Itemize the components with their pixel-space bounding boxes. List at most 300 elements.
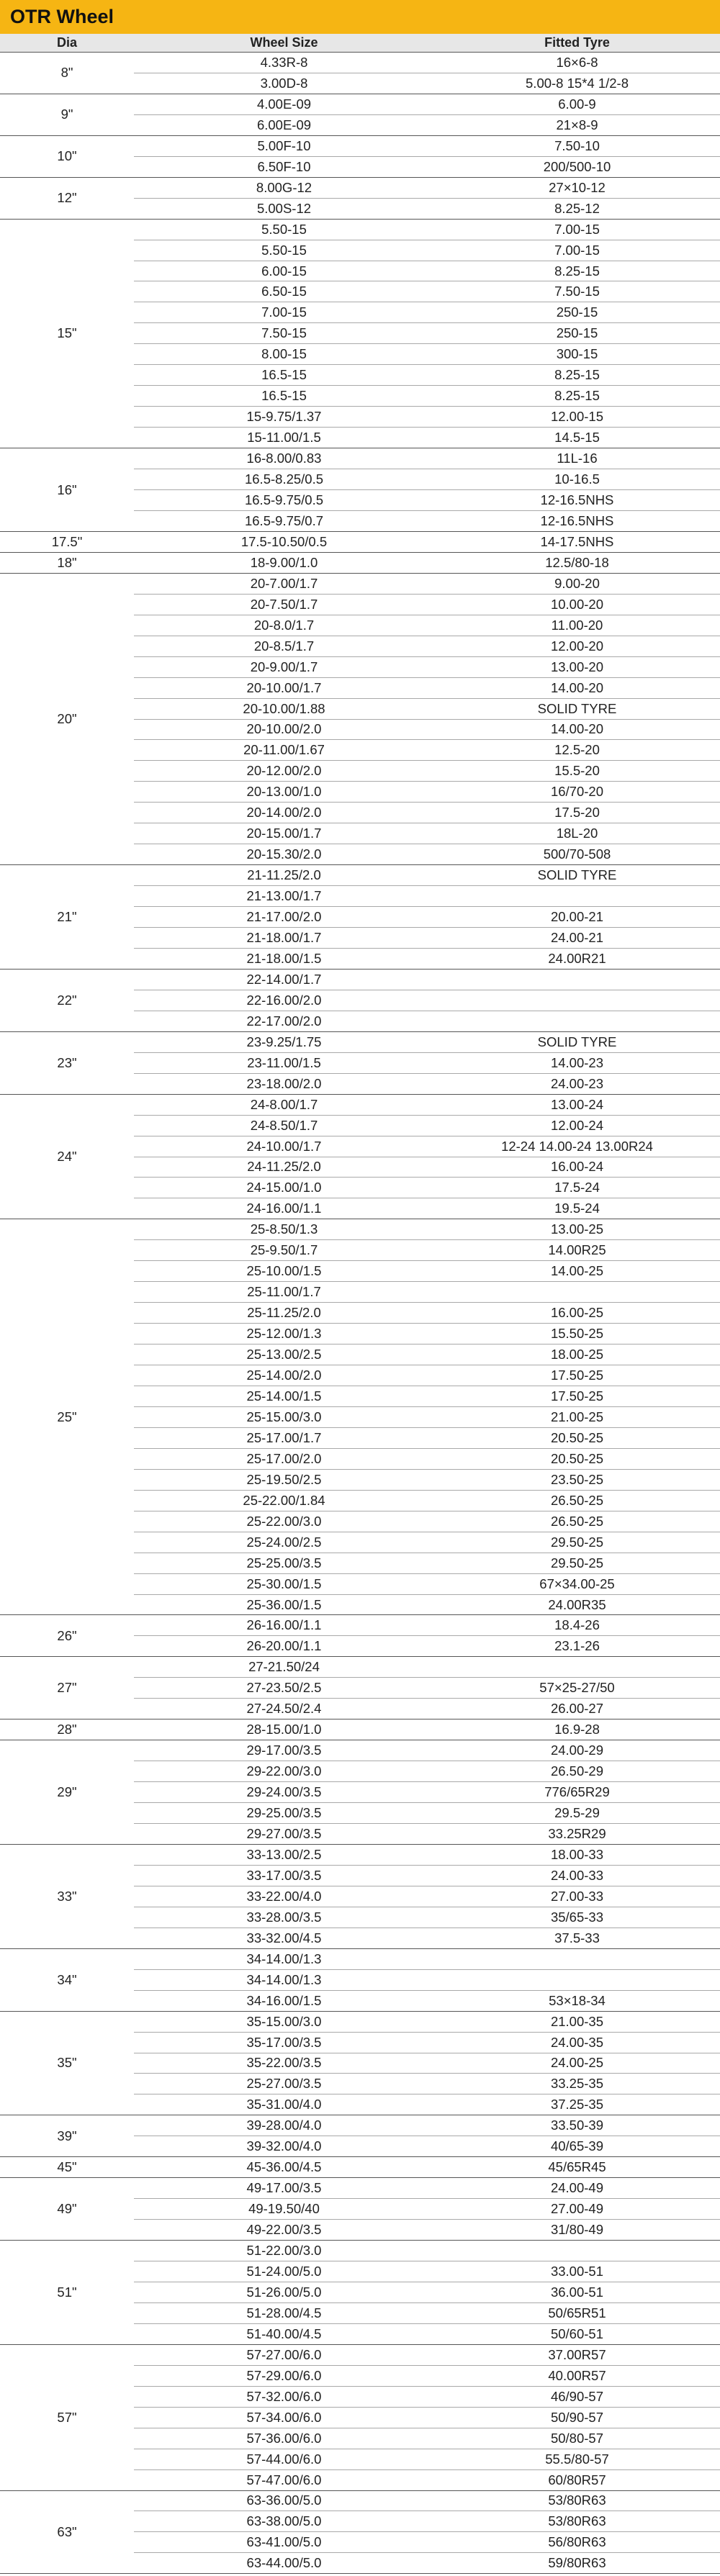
fitted-tyre-cell: 24.00-33: [434, 1865, 720, 1886]
fitted-tyre-cell: 29.5-29: [434, 1803, 720, 1824]
dia-cell: 18": [0, 552, 134, 573]
wheel-size-cell: 20-12.00/2.0: [134, 761, 434, 782]
wheel-size-cell: 20-8.5/1.7: [134, 636, 434, 656]
dia-cell: 15": [0, 219, 134, 448]
dia-cell: 10": [0, 135, 134, 177]
fitted-tyre-cell: 6.00-9: [434, 94, 720, 114]
wheel-size-cell: 27-24.50/2.4: [134, 1699, 434, 1719]
fitted-tyre-cell: 13.00-24: [434, 1094, 720, 1115]
fitted-tyre-cell: 46/90-57: [434, 2386, 720, 2407]
fitted-tyre-cell: [434, 1948, 720, 1969]
fitted-tyre-cell: 16.00-25: [434, 1303, 720, 1324]
wheel-size-cell: 57-27.00/6.0: [134, 2344, 434, 2365]
fitted-tyre-cell: 27.00-33: [434, 1886, 720, 1907]
fitted-tyre-cell: 14.00-20: [434, 719, 720, 740]
wheel-size-cell: 16.5-9.75/0.7: [134, 510, 434, 531]
wheel-size-cell: 51-22.00/3.0: [134, 2241, 434, 2261]
dia-cell: 49": [0, 2178, 134, 2241]
fitted-tyre-cell: 300-15: [434, 344, 720, 365]
wheel-size-cell: 5.50-15: [134, 219, 434, 240]
fitted-tyre-cell: 7.50-10: [434, 135, 720, 156]
dia-cell: 39": [0, 2115, 134, 2157]
wheel-size-cell: 20-7.50/1.7: [134, 594, 434, 615]
wheel-size-cell: 16.5-15: [134, 386, 434, 407]
fitted-tyre-cell: 10.00-20: [434, 594, 720, 615]
table-row: [0, 94, 720, 114]
wheel-size-cell: 20-10.00/1.88: [134, 698, 434, 719]
fitted-tyre-cell: 11.00-20: [434, 615, 720, 636]
fitted-tyre-cell: 16.00-24: [434, 1157, 720, 1178]
wheel-size-cell: 20-10.00/1.7: [134, 677, 434, 698]
fitted-tyre-cell: 7.00-15: [434, 240, 720, 261]
table-row: [0, 177, 720, 198]
fitted-tyre-cell: 14.00R25: [434, 1240, 720, 1261]
wheel-size-cell: 35-15.00/3.0: [134, 2011, 434, 2032]
wheel-size-cell: 25-30.00/1.5: [134, 1573, 434, 1594]
wheel-size-cell: 16.5-15: [134, 365, 434, 386]
wheel-size-cell: 51-40.00/4.5: [134, 2323, 434, 2344]
wheel-size-cell: 21-17.00/2.0: [134, 907, 434, 928]
fitted-tyre-cell: 37.00R57: [434, 2344, 720, 2365]
fitted-tyre-cell: 12.00-15: [434, 407, 720, 428]
fitted-tyre-cell: 7.50-15: [434, 281, 720, 302]
dia-cell: 16": [0, 448, 134, 532]
fitted-tyre-cell: 8.25-12: [434, 198, 720, 219]
fitted-tyre-cell: 18.00-25: [434, 1345, 720, 1365]
wheel-size-cell: 6.50-15: [134, 281, 434, 302]
fitted-tyre-cell: 23.50-25: [434, 1469, 720, 1490]
fitted-tyre-cell: 29.50-25: [434, 1532, 720, 1553]
fitted-tyre-cell: 15.50-25: [434, 1324, 720, 1345]
fitted-tyre-cell: 23.1-26: [434, 1636, 720, 1657]
wheel-size-cell: 63-36.00/5.0: [134, 2490, 434, 2511]
wheel-size-cell: 6.00-15: [134, 261, 434, 281]
wheel-size-cell: 5.00S-12: [134, 198, 434, 219]
fitted-tyre-cell: 57×25-27/50: [434, 1678, 720, 1699]
wheel-size-cell: 6.00E-09: [134, 114, 434, 135]
dia-cell: 17.5": [0, 531, 134, 552]
wheel-size-cell: 25-9.50/1.7: [134, 1240, 434, 1261]
wheel-size-cell: 33-32.00/4.5: [134, 1928, 434, 1948]
wheel-size-cell: 8.00G-12: [134, 177, 434, 198]
wheel-size-cell: 20-15.00/1.7: [134, 823, 434, 844]
dia-cell: 12": [0, 177, 134, 219]
wheel-size-cell: 24-15.00/1.0: [134, 1178, 434, 1198]
fitted-tyre-cell: 14-17.5NHS: [434, 531, 720, 552]
wheel-size-cell: 27-21.50/24: [134, 1657, 434, 1678]
wheel-size-cell: 23-18.00/2.0: [134, 1073, 434, 1094]
wheel-size-cell: 18-9.00/1.0: [134, 552, 434, 573]
wheel-size-cell: 25-17.00/1.7: [134, 1427, 434, 1448]
fitted-tyre-cell: 29.50-25: [434, 1553, 720, 1573]
wheel-size-cell: 21-13.00/1.7: [134, 886, 434, 907]
table-row: [0, 2490, 720, 2511]
table-row: [0, 573, 720, 594]
fitted-tyre-cell: 40/65-39: [434, 2136, 720, 2157]
wheel-size-cell: 27-23.50/2.5: [134, 1678, 434, 1699]
table-row: [0, 2157, 720, 2178]
wheel-size-cell: 20-14.00/2.0: [134, 803, 434, 823]
header-fitted-tyre: Fitted Tyre: [434, 34, 720, 53]
wheel-size-cell: 22-16.00/2.0: [134, 990, 434, 1011]
fitted-tyre-cell: 24.00R35: [434, 1594, 720, 1615]
fitted-tyre-cell: 35/65-33: [434, 1907, 720, 1928]
fitted-tyre-cell: 24.00-25: [434, 2053, 720, 2074]
fitted-tyre-cell: 24.00-23: [434, 1073, 720, 1094]
table-row: [0, 1740, 720, 1761]
wheel-size-cell: 25-24.00/2.5: [134, 1532, 434, 1553]
dia-cell: 45": [0, 2157, 134, 2178]
fitted-tyre-cell: 31/80-49: [434, 2220, 720, 2241]
dia-cell: 8": [0, 53, 134, 94]
fitted-tyre-cell: 5.00-8 15*4 1/2-8: [434, 73, 720, 94]
wheel-size-cell: 51-28.00/4.5: [134, 2302, 434, 2323]
fitted-tyre-cell: 776/65R29: [434, 1782, 720, 1803]
fitted-tyre-cell: 53/80R63: [434, 2490, 720, 2511]
fitted-tyre-cell: 7.00-15: [434, 219, 720, 240]
wheel-size-cell: 26-20.00/1.1: [134, 1636, 434, 1657]
header-row: [0, 34, 720, 53]
wheel-size-cell: 20-8.0/1.7: [134, 615, 434, 636]
wheel-size-cell: 23-9.25/1.75: [134, 1031, 434, 1052]
fitted-tyre-cell: 40.00R57: [434, 2365, 720, 2386]
fitted-tyre-cell: 50/80-57: [434, 2428, 720, 2449]
fitted-tyre-cell: 26.50-29: [434, 1761, 720, 1782]
wheel-size-cell: 57-29.00/6.0: [134, 2365, 434, 2386]
wheel-size-cell: 20-7.00/1.7: [134, 573, 434, 594]
wheel-size-cell: 25-14.00/2.0: [134, 1365, 434, 1386]
wheel-size-cell: 22-17.00/2.0: [134, 1011, 434, 1031]
table-row: [0, 2011, 720, 2032]
fitted-tyre-cell: 18.00-33: [434, 1844, 720, 1865]
fitted-tyre-cell: 20.00-21: [434, 907, 720, 928]
wheel-size-cell: 24-16.00/1.1: [134, 1198, 434, 1219]
wheel-size-cell: 23-11.00/1.5: [134, 1052, 434, 1073]
fitted-tyre-cell: SOLID TYRE: [434, 865, 720, 886]
table-row: [0, 135, 720, 156]
fitted-tyre-cell: 27×10-12: [434, 177, 720, 198]
fitted-tyre-cell: 12.00-20: [434, 636, 720, 656]
fitted-tyre-cell: 17.5-20: [434, 803, 720, 823]
wheel-size-cell: 51-24.00/5.0: [134, 2261, 434, 2282]
fitted-tyre-cell: 17.5-24: [434, 1178, 720, 1198]
fitted-tyre-cell: [434, 969, 720, 990]
wheel-size-cell: 20-10.00/2.0: [134, 719, 434, 740]
wheel-size-cell: 8.00-15: [134, 344, 434, 365]
fitted-tyre-cell: 8.25-15: [434, 386, 720, 407]
fitted-tyre-cell: 21.00-35: [434, 2011, 720, 2032]
wheel-size-cell: 29-27.00/3.5: [134, 1824, 434, 1845]
wheel-size-cell: 57-34.00/6.0: [134, 2407, 434, 2428]
table-row: [0, 1615, 720, 1636]
fitted-tyre-cell: 59/80R63: [434, 2553, 720, 2574]
wheel-size-cell: 57-32.00/6.0: [134, 2386, 434, 2407]
fitted-tyre-cell: [434, 1282, 720, 1303]
fitted-tyre-cell: 33.25-35: [434, 2074, 720, 2094]
wheel-size-cell: 3.00D-8: [134, 73, 434, 94]
wheel-size-cell: 28-15.00/1.0: [134, 1719, 434, 1740]
wheel-size-cell: 26-16.00/1.1: [134, 1615, 434, 1636]
page-title: OTR Wheel: [10, 6, 114, 27]
table-row: [0, 1844, 720, 1865]
wheel-size-cell: 25-11.25/2.0: [134, 1303, 434, 1324]
dia-cell: 63": [0, 2490, 134, 2574]
wheel-size-cell: 5.50-15: [134, 240, 434, 261]
wheel-size-cell: 16.5-9.75/0.5: [134, 490, 434, 511]
table-row: [0, 1657, 720, 1678]
fitted-tyre-cell: [434, 990, 720, 1011]
fitted-tyre-cell: [434, 1011, 720, 1031]
wheel-size-cell: 35-17.00/3.5: [134, 2032, 434, 2053]
wheel-size-cell: 21-11.25/2.0: [134, 865, 434, 886]
fitted-tyre-cell: 250-15: [434, 302, 720, 323]
fitted-tyre-cell: 12.5-20: [434, 740, 720, 761]
fitted-tyre-cell: 37.25-35: [434, 2094, 720, 2115]
fitted-tyre-cell: 26.50-25: [434, 1511, 720, 1532]
wheel-size-cell: 25-17.00/2.0: [134, 1448, 434, 1469]
fitted-tyre-cell: 14.00-20: [434, 677, 720, 698]
wheel-size-cell: 24-8.00/1.7: [134, 1094, 434, 1115]
wheel-size-cell: 6.50F-10: [134, 156, 434, 177]
table-row: [0, 2178, 720, 2199]
fitted-tyre-cell: 16×6-8: [434, 53, 720, 73]
fitted-tyre-cell: 45/65R45: [434, 2157, 720, 2178]
dia-cell: 22": [0, 969, 134, 1031]
fitted-tyre-cell: 16.9-28: [434, 1719, 720, 1740]
fitted-tyre-cell: 13.00-20: [434, 656, 720, 677]
fitted-tyre-cell: 500/70-508: [434, 844, 720, 865]
wheel-size-cell: 49-17.00/3.5: [134, 2178, 434, 2199]
wheel-size-cell: 25-25.00/3.5: [134, 1553, 434, 1573]
fitted-tyre-cell: 53/80R63: [434, 2511, 720, 2532]
wheel-size-cell: 29-24.00/3.5: [134, 1782, 434, 1803]
wheel-size-cell: 25-22.00/3.0: [134, 1511, 434, 1532]
fitted-tyre-cell: 14.5-15: [434, 428, 720, 448]
wheel-size-cell: 33-22.00/4.0: [134, 1886, 434, 1907]
wheel-size-cell: 25-36.00/1.5: [134, 1594, 434, 1615]
fitted-tyre-cell: 60/80R57: [434, 2469, 720, 2490]
fitted-tyre-cell: 36.00-51: [434, 2282, 720, 2302]
dia-cell: 34": [0, 1948, 134, 2011]
fitted-tyre-cell: 26.00-27: [434, 1699, 720, 1719]
fitted-tyre-cell: 250-15: [434, 323, 720, 344]
wheel-size-cell: 63-44.00/5.0: [134, 2553, 434, 2574]
fitted-tyre-cell: 33.25R29: [434, 1824, 720, 1845]
table-row: [0, 448, 720, 469]
dia-cell: 20": [0, 573, 134, 864]
wheel-size-cell: 20-13.00/1.0: [134, 782, 434, 803]
wheel-size-cell: 24-8.50/1.7: [134, 1115, 434, 1136]
wheel-size-cell: 35-31.00/4.0: [134, 2094, 434, 2115]
fitted-tyre-cell: [434, 2241, 720, 2261]
fitted-tyre-cell: 11L-16: [434, 448, 720, 469]
table-body: [0, 53, 720, 2574]
table-row: [0, 1031, 720, 1052]
wheel-size-cell: 49-19.50/40: [134, 2199, 434, 2220]
fitted-tyre-cell: 15.5-20: [434, 761, 720, 782]
fitted-tyre-cell: 20.50-25: [434, 1448, 720, 1469]
wheel-table: [0, 34, 720, 2574]
fitted-tyre-cell: 21×8-9: [434, 114, 720, 135]
dia-cell: 23": [0, 1031, 134, 1094]
wheel-size-cell: 7.50-15: [134, 323, 434, 344]
dia-cell: 26": [0, 1615, 134, 1657]
wheel-size-cell: 29-17.00/3.5: [134, 1740, 434, 1761]
fitted-tyre-cell: 19.5-24: [434, 1198, 720, 1219]
dia-cell: 29": [0, 1740, 134, 1845]
fitted-tyre-cell: 9.00-20: [434, 573, 720, 594]
fitted-tyre-cell: 50/65R51: [434, 2302, 720, 2323]
dia-cell: 35": [0, 2011, 134, 2115]
table-row: [0, 531, 720, 552]
table-row: [0, 53, 720, 73]
fitted-tyre-cell: 24.00-49: [434, 2178, 720, 2199]
dia-cell: 25": [0, 1219, 134, 1615]
dia-cell: 51": [0, 2241, 134, 2345]
wheel-size-cell: 39-28.00/4.0: [134, 2115, 434, 2136]
wheel-size-cell: 7.00-15: [134, 302, 434, 323]
wheel-size-cell: 16-8.00/0.83: [134, 448, 434, 469]
header-dia: Dia: [0, 34, 134, 53]
fitted-tyre-cell: 56/80R63: [434, 2532, 720, 2553]
fitted-tyre-cell: 26.50-25: [434, 1490, 720, 1511]
fitted-tyre-cell: 20.50-25: [434, 1427, 720, 1448]
wheel-size-cell: 34-16.00/1.5: [134, 1990, 434, 2011]
wheel-size-cell: 25-12.00/1.3: [134, 1324, 434, 1345]
table-row: [0, 1948, 720, 1969]
wheel-size-cell: 20-11.00/1.67: [134, 740, 434, 761]
fitted-tyre-cell: 50/60-51: [434, 2323, 720, 2344]
wheel-size-cell: 4.00E-09: [134, 94, 434, 114]
header-wheel-size: Wheel Size: [134, 34, 434, 53]
wheel-size-cell: 29-25.00/3.5: [134, 1803, 434, 1824]
fitted-tyre-cell: 18.4-26: [434, 1615, 720, 1636]
wheel-size-cell: 25-19.50/2.5: [134, 1469, 434, 1490]
fitted-tyre-cell: 8.25-15: [434, 365, 720, 386]
table-row: [0, 1094, 720, 1115]
dia-cell: 27": [0, 1657, 134, 1719]
fitted-tyre-cell: 8.25-15: [434, 261, 720, 281]
fitted-tyre-cell: SOLID TYRE: [434, 698, 720, 719]
fitted-tyre-cell: 12-16.5NHS: [434, 510, 720, 531]
wheel-size-cell: 15-11.00/1.5: [134, 428, 434, 448]
wheel-size-cell: 45-36.00/4.5: [134, 2157, 434, 2178]
wheel-size-cell: 25-22.00/1.84: [134, 1490, 434, 1511]
dia-cell: 57": [0, 2344, 134, 2490]
fitted-tyre-cell: 13.00-25: [434, 1219, 720, 1240]
wheel-size-cell: 25-15.00/3.0: [134, 1406, 434, 1427]
fitted-tyre-cell: 27.00-49: [434, 2199, 720, 2220]
table-row: [0, 969, 720, 990]
table-row: [0, 552, 720, 573]
fitted-tyre-cell: 12.00-24: [434, 1115, 720, 1136]
dia-cell: 28": [0, 1719, 134, 1740]
fitted-tyre-cell: 16/70-20: [434, 782, 720, 803]
wheel-size-cell: 51-26.00/5.0: [134, 2282, 434, 2302]
fitted-tyre-cell: 12.5/80-18: [434, 552, 720, 573]
title-bar: [0, 0, 720, 34]
fitted-tyre-cell: 10-16.5: [434, 469, 720, 490]
fitted-tyre-cell: 14.00-23: [434, 1052, 720, 1073]
fitted-tyre-cell: 55.5/80-57: [434, 2449, 720, 2469]
fitted-tyre-cell: 12-16.5NHS: [434, 490, 720, 511]
fitted-tyre-cell: 12-24 14.00-24 13.00R24: [434, 1136, 720, 1157]
wheel-size-cell: 33-17.00/3.5: [134, 1865, 434, 1886]
table-row: [0, 2241, 720, 2261]
wheel-size-cell: 5.00F-10: [134, 135, 434, 156]
wheel-size-cell: 63-38.00/5.0: [134, 2511, 434, 2532]
wheel-size-cell: 25-11.00/1.7: [134, 1282, 434, 1303]
wheel-size-cell: 35-22.00/3.5: [134, 2053, 434, 2074]
wheel-size-cell: 22-14.00/1.7: [134, 969, 434, 990]
wheel-size-cell: 34-14.00/1.3: [134, 1948, 434, 1969]
table-row: [0, 2115, 720, 2136]
wheel-size-cell: 57-44.00/6.0: [134, 2449, 434, 2469]
wheel-size-cell: 49-22.00/3.5: [134, 2220, 434, 2241]
fitted-tyre-cell: 17.50-25: [434, 1386, 720, 1407]
wheel-size-cell: 15-9.75/1.37: [134, 407, 434, 428]
fitted-tyre-cell: 24.00R21: [434, 948, 720, 969]
wheel-size-cell: 24-11.25/2.0: [134, 1157, 434, 1178]
fitted-tyre-cell: 17.50-25: [434, 1365, 720, 1386]
wheel-size-cell: 29-22.00/3.0: [134, 1761, 434, 1782]
fitted-tyre-cell: 50/90-57: [434, 2407, 720, 2428]
table-row: [0, 1719, 720, 1740]
wheel-size-cell: 63-41.00/5.0: [134, 2532, 434, 2553]
wheel-size-cell: 57-47.00/6.0: [134, 2469, 434, 2490]
wheel-size-cell: 20-9.00/1.7: [134, 656, 434, 677]
wheel-size-cell: 24-10.00/1.7: [134, 1136, 434, 1157]
fitted-tyre-cell: 21.00-25: [434, 1406, 720, 1427]
table-row: [0, 219, 720, 240]
dia-cell: 24": [0, 1094, 134, 1219]
fitted-tyre-cell: 24.00-21: [434, 928, 720, 949]
wheel-size-cell: 34-14.00/1.3: [134, 1969, 434, 1990]
wheel-size-cell: 21-18.00/1.7: [134, 928, 434, 949]
fitted-tyre-cell: 33.00-51: [434, 2261, 720, 2282]
wheel-size-cell: 25-27.00/3.5: [134, 2074, 434, 2094]
wheel-size-cell: 4.33R-8: [134, 53, 434, 73]
wheel-size-cell: 57-36.00/6.0: [134, 2428, 434, 2449]
wheel-size-cell: 25-8.50/1.3: [134, 1219, 434, 1240]
wheel-size-cell: 17.5-10.50/0.5: [134, 531, 434, 552]
wheel-size-cell: 25-13.00/2.5: [134, 1345, 434, 1365]
wheel-size-cell: 33-28.00/3.5: [134, 1907, 434, 1928]
fitted-tyre-cell: 33.50-39: [434, 2115, 720, 2136]
fitted-tyre-cell: 37.5-33: [434, 1928, 720, 1948]
wheel-size-cell: 25-10.00/1.5: [134, 1261, 434, 1282]
fitted-tyre-cell: SOLID TYRE: [434, 1031, 720, 1052]
table-row: [0, 1219, 720, 1240]
fitted-tyre-cell: [434, 1657, 720, 1678]
fitted-tyre-cell: [434, 886, 720, 907]
wheel-size-cell: 20-15.30/2.0: [134, 844, 434, 865]
fitted-tyre-cell: [434, 1969, 720, 1990]
fitted-tyre-cell: 14.00-25: [434, 1261, 720, 1282]
wheel-size-cell: 39-32.00/4.0: [134, 2136, 434, 2157]
wheel-size-cell: 21-18.00/1.5: [134, 948, 434, 969]
wheel-size-cell: 25-14.00/1.5: [134, 1386, 434, 1407]
table-row: [0, 2344, 720, 2365]
wheel-size-cell: 33-13.00/2.5: [134, 1844, 434, 1865]
table-container: [0, 34, 720, 2574]
fitted-tyre-cell: 24.00-29: [434, 1740, 720, 1761]
dia-cell: 33": [0, 1844, 134, 1948]
fitted-tyre-cell: 67×34.00-25: [434, 1573, 720, 1594]
fitted-tyre-cell: 53×18-34: [434, 1990, 720, 2011]
fitted-tyre-cell: 200/500-10: [434, 156, 720, 177]
dia-cell: 9": [0, 94, 134, 135]
